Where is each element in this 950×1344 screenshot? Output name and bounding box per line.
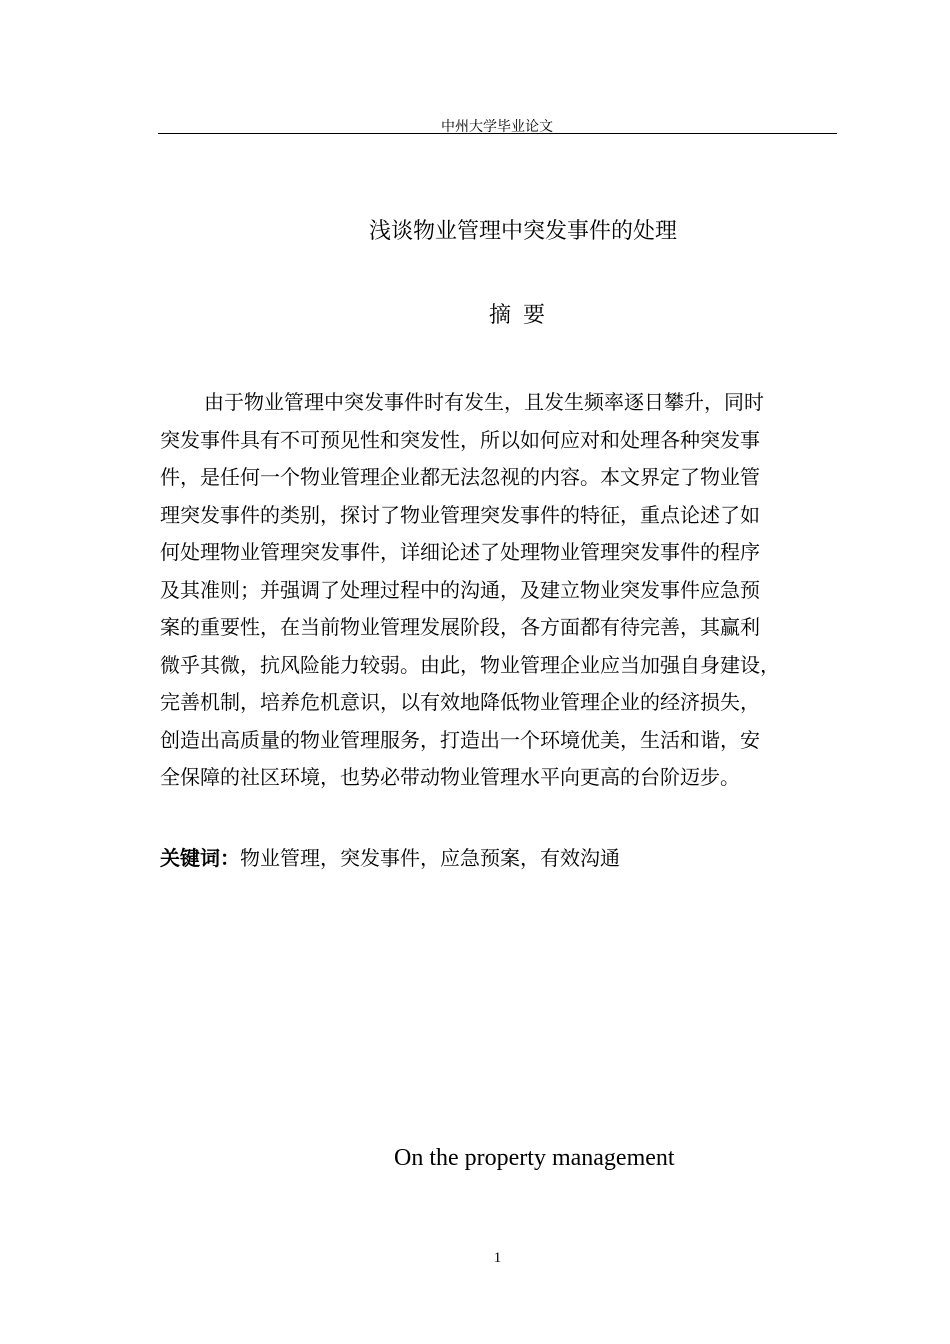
abstract-line: 完善机制，培养危机意识，以有效地降低物业管理企业的经济损失， — [160, 690, 760, 714]
abstract-line: 全保障的社区环境，也势必带动物业管理水平向更高的台阶迈步。 — [160, 765, 740, 789]
abstract-line: 何处理物业管理突发事件，详细论述了处理物业管理突发事件的程序 — [160, 540, 760, 564]
running-header: 中州大学毕业论文 — [441, 119, 553, 135]
abstract-body — [160, 384, 856, 797]
abstract-line: 案的重要性，在当前物业管理发展阶段，各方面都有待完善，其赢利 — [160, 615, 760, 639]
abstract-line: 由于物业管理中突发事件时有发生，且发生频率逐日攀升，同时 — [204, 390, 764, 414]
page-number: 1 — [493, 1250, 502, 1266]
abstract-line: 件，是任何一个物业管理企业都无法忽视的内容。本文界定了物业管 — [160, 465, 760, 489]
keywords-line — [160, 842, 620, 871]
keywords-value: 物业管理，突发事件，应急预案，有效沟通 — [240, 846, 620, 870]
abstract-line: 微乎其微，抗风险能力较弱。由此，物业管理企业应当加强自身建设， — [160, 652, 780, 677]
header-rule — [158, 133, 837, 134]
abstract-line: 理突发事件的类别，探讨了物业管理突发事件的特征，重点论述了如 — [160, 502, 760, 527]
abstract-line: 创造出高质量的物业管理服务，打造出一个环境优美，生活和谐，安 — [160, 727, 760, 752]
english-title: On the property management — [394, 1145, 675, 1171]
abstract-heading: 摘要 — [488, 303, 557, 328]
abstract-line: 突发事件具有不可预见性和突发性，所以如何应对和处理各种突发事 — [160, 427, 760, 452]
paper-title: 浅谈物业管理中突发事件的处理 — [368, 219, 677, 244]
abstract-line: 及其准则；并强调了处理过程中的沟通，及建立物业突发事件应急预 — [160, 577, 760, 602]
keywords-label: 关键词： — [160, 846, 240, 870]
